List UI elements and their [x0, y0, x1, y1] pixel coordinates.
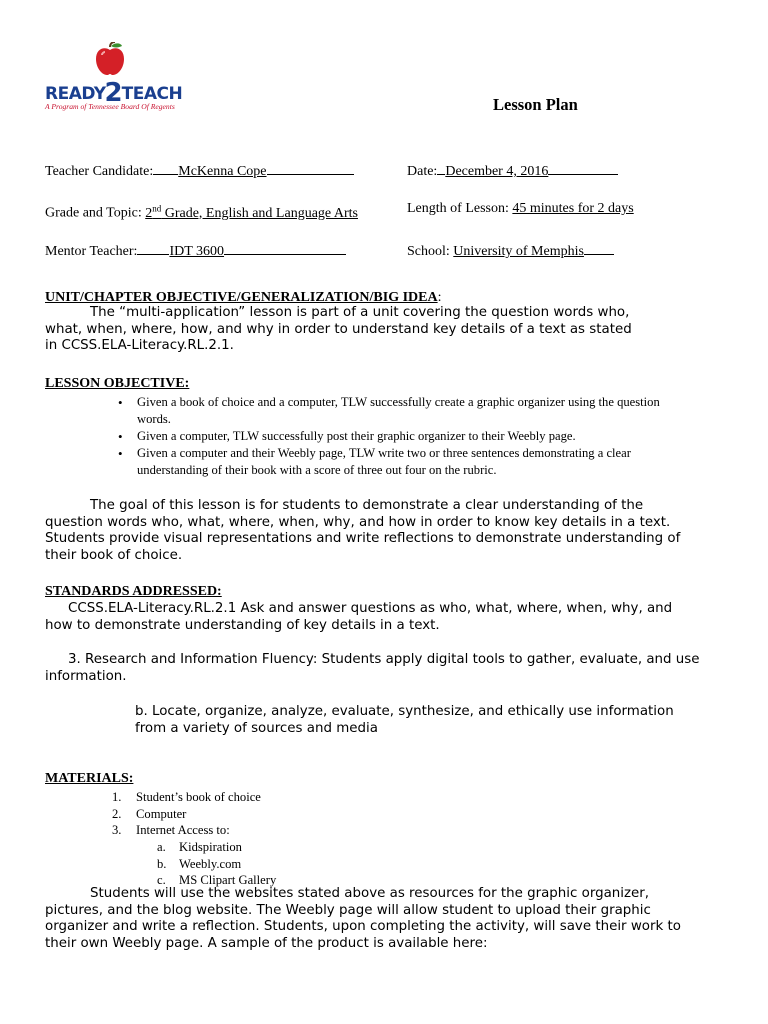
length-label: Length of Lesson: — [407, 201, 509, 216]
list-item: b. Weebly.com — [157, 856, 242, 871]
ccss-line: how to demonstrate understanding of key details in a text. — [45, 617, 440, 633]
mentor-row — [45, 240, 346, 260]
school-value: University of Memphis — [453, 244, 584, 259]
list-item: 1. Student’s book of choice — [112, 790, 261, 804]
sub-line: from a variety of sources and media — [135, 720, 378, 736]
teacher-candidate-row — [45, 160, 354, 180]
list-item: c. MS Clipart Gallery — [157, 873, 277, 888]
mentor-label: Mentor Teacher: — [45, 244, 138, 259]
closing-line: organizer and write a reflection. Students, upon completing the activity, will save their work to — [45, 919, 681, 935]
teacher-label: Teacher Candidate: — [45, 164, 154, 179]
sub-line: b. Locate, organize, analyze, evaluate, synthesize, and ethically use information — [135, 704, 674, 719]
unit-objective-text — [45, 305, 632, 355]
unit-objective-line: in CCSS.ELA-Literacy.RL.2.1. — [45, 338, 234, 354]
date-row — [407, 160, 618, 180]
goal-line: The goal of this lesson is for students to demonstrate a clear understanding of the — [90, 498, 644, 513]
grade-topic-row — [45, 200, 358, 222]
list-item: • Given a computer and their Weebly page, TLW write two or three sentences demonstrating a clear understanding of their book with a score of three out four on the rubric. — [112, 445, 722, 479]
length-value: 45 minutes for 2 days — [512, 201, 634, 216]
materials-list — [112, 789, 261, 839]
materials-closing-text — [45, 886, 681, 952]
standards-sub-text — [135, 704, 674, 737]
school-row — [407, 240, 614, 260]
list-item: a. Kidspiration — [157, 840, 242, 854]
length-row — [407, 200, 634, 217]
apple-icon — [94, 42, 126, 76]
standards-research-text — [45, 652, 700, 685]
list-item: • Given a computer, TLW successfully post their graphic organizer to their Weebly page. — [112, 428, 722, 445]
grade-value: 2nd Grade, English and Language Arts — [145, 203, 358, 221]
list-item: 2. Computer — [112, 806, 187, 821]
research-line: 3. Research and Information Fluency: Students apply digital tools to gather, evaluate, and use — [68, 652, 700, 667]
research-line: information. — [45, 668, 127, 684]
lesson-goal-text — [45, 498, 680, 564]
goal-line: question words who, what, where, when, why, and how in order to know key details in a text. — [45, 514, 671, 530]
logo-tagline: A Program of Tennessee Board Of Regents — [45, 102, 175, 111]
unit-objective-line: The “multi-application” lesson is part of a unit covering the question words who, — [90, 305, 630, 320]
lesson-objective-heading: LESSON OBJECTIVE: — [45, 376, 190, 391]
lesson-objective-list — [112, 394, 722, 479]
list-item: 3. Internet Access to: — [112, 823, 230, 838]
closing-line: pictures, and the blog website. The Weebly page will allow student to upload their graphic — [45, 902, 651, 918]
grade-label: Grade and Topic: — [45, 205, 142, 221]
goal-line: their book of choice. — [45, 547, 183, 563]
goal-line: Students provide visual representations and write reflections to demonstrate understanding of — [45, 531, 681, 547]
page-title: Lesson Plan — [493, 95, 578, 114]
school-label: School: — [407, 244, 450, 259]
logo-word-ready: READY — [45, 84, 106, 104]
teacher-value: McKenna Cope — [178, 164, 267, 179]
list-item: • Given a book of choice and a computer, TLW successfully create a graphic organizer using the question words. — [112, 394, 722, 428]
standards-ccss-text — [45, 601, 672, 634]
unit-objective-line: what, when, where, how, and why in order to understand key details of a text as stated — [45, 321, 632, 337]
materials-heading: MATERIALS: — [45, 771, 134, 786]
ccss-line: CCSS.ELA-Literacy.RL.2.1 Ask and answer questions as who, what, where, when, why, and — [68, 601, 673, 616]
logo-numeral: 2 — [104, 78, 123, 108]
materials-sublist — [157, 839, 276, 889]
mentor-value: IDT 3600 — [169, 244, 225, 259]
closing-line: Students will use the websites stated above as resources for the graphic organizer, — [90, 886, 650, 901]
ready2teach-logo — [44, 42, 194, 114]
date-value: December 4, 2016 — [445, 164, 549, 179]
logo-word-teach: TEACH — [121, 84, 183, 104]
standards-heading: STANDARDS ADDRESSED: — [45, 584, 222, 599]
closing-line: their own Weebly page. A sample of the product is available here: — [45, 935, 488, 951]
date-label: Date: — [407, 164, 438, 179]
unit-objective-heading: UNIT/CHAPTER OBJECTIVE/GENERALIZATION/BIG IDEA: — [45, 290, 442, 305]
